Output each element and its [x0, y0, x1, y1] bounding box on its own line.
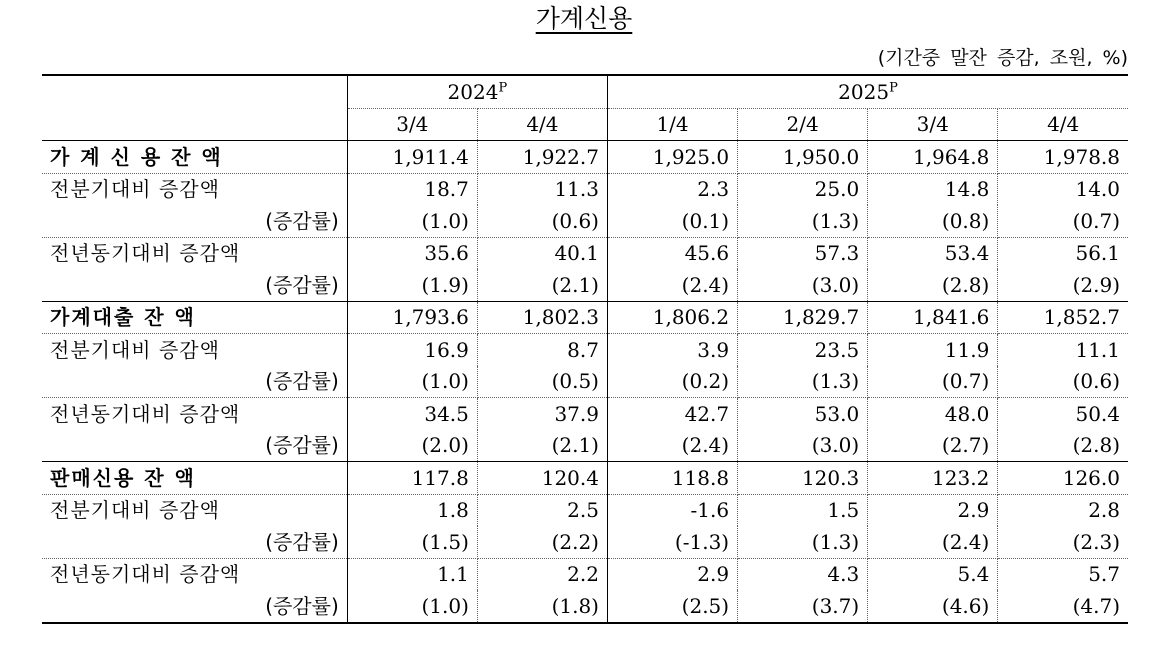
rate-row [42, 590, 1128, 623]
value-cell: -1.6 [607, 494, 737, 526]
value-cell: (1.3) [738, 366, 868, 398]
value-cell: 23.5 [738, 334, 868, 366]
value-cell: 11.1 [1075, 337, 1120, 362]
value-cell: 35.6 [347, 237, 477, 269]
value-cell: 5.7 [1088, 562, 1120, 587]
year-header-2025 [607, 75, 1128, 108]
value-cell: 56.1 [1075, 241, 1120, 266]
value-cell: 14.0 [1075, 177, 1120, 202]
rate-row [42, 269, 1128, 301]
value-cell: 11.9 [868, 334, 998, 366]
value-cell: (-1.3) [607, 526, 737, 558]
change-row [42, 334, 1128, 366]
value-cell: 1,978.8 [998, 141, 1128, 174]
title-text: 가계신용 [535, 4, 633, 33]
rate-row [42, 366, 1128, 398]
value-cell: 1,841.6 [868, 301, 998, 334]
table-body [42, 75, 1128, 623]
value-cell: (1.0) [347, 590, 477, 623]
value-cell: 18.7 [347, 173, 477, 205]
value-cell: 42.7 [607, 398, 737, 430]
value-cell: (0.7) [868, 366, 998, 398]
value-cell: 57.3 [738, 237, 868, 269]
rate-label: (증감률) [42, 526, 347, 558]
value-cell: (2.2) [477, 526, 607, 558]
change-label: 전분기대비 증감액 [42, 334, 347, 366]
value-cell: (2.4) [868, 526, 998, 558]
value-cell: (2.7) [868, 430, 998, 462]
value-cell: 1,964.8 [868, 141, 998, 174]
value-cell: (2.1) [477, 430, 607, 462]
year-header-2024 [347, 75, 607, 108]
value-cell: (0.6) [477, 205, 607, 237]
change-row [42, 173, 1128, 205]
preliminary-mark: P [889, 80, 898, 96]
value-cell: 1,802.3 [477, 301, 607, 334]
value-cell: 1.8 [347, 494, 477, 526]
value-cell: (1.3) [738, 205, 868, 237]
value-cell: 1,829.7 [738, 301, 868, 334]
year-label: 2024 [447, 79, 499, 104]
value-cell: 1,911.4 [347, 141, 477, 174]
year-label: 2025 [838, 79, 890, 104]
value-cell: (2.4) [607, 430, 737, 462]
change-label: 전분기대비 증감액 [42, 173, 347, 205]
value-cell: 48.0 [868, 398, 998, 430]
section-label: 판매신용 잔 액 [42, 462, 347, 495]
preliminary-mark: P [498, 80, 508, 96]
year-header-row [42, 75, 1128, 108]
value-cell: 1.5 [738, 494, 868, 526]
unit-note: (기간중 말잔 증감, 조원, %) [877, 47, 1128, 69]
value-cell: (2.0) [347, 430, 477, 462]
value-cell: 120.4 [477, 462, 607, 495]
value-cell: 50.4 [1075, 401, 1120, 426]
value-cell: 126.0 [998, 462, 1128, 495]
value-cell: 2.8 [1088, 498, 1120, 523]
value-cell: 5.4 [868, 558, 998, 590]
value-cell: (1.5) [347, 526, 477, 558]
value-cell: 1,793.6 [347, 301, 477, 334]
rate-label: (증감률) [42, 205, 347, 237]
value-cell: (0.1) [607, 205, 737, 237]
value-cell: (2.8) [1072, 433, 1120, 458]
value-cell: 16.9 [347, 334, 477, 366]
value-cell: 1,922.7 [477, 141, 607, 174]
value-cell: 2.5 [477, 494, 607, 526]
corner-cell [42, 75, 347, 141]
value-cell: (2.1) [477, 269, 607, 301]
value-cell: 45.6 [607, 237, 737, 269]
value-cell: 1.1 [347, 558, 477, 590]
rate-label: (증감률) [42, 590, 347, 623]
change-label: 전년동기대비 증감액 [42, 558, 347, 590]
page-title [0, 0, 1168, 38]
value-cell: 2.9 [868, 494, 998, 526]
value-cell: 2.9 [607, 558, 737, 590]
section-total-row [42, 462, 1128, 495]
value-cell: 2.3 [607, 173, 737, 205]
rate-row [42, 205, 1128, 237]
value-cell: 14.8 [868, 173, 998, 205]
value-cell: (1.9) [347, 269, 477, 301]
value-cell: 123.2 [868, 462, 998, 495]
value-cell: 4.3 [738, 558, 868, 590]
value-cell: (0.8) [868, 205, 998, 237]
quarter-header: 3/4 [347, 108, 477, 141]
rate-label: (증감률) [42, 430, 347, 462]
value-cell: (1.3) [738, 526, 868, 558]
rate-label: (증감률) [42, 366, 347, 398]
value-cell: (2.8) [868, 269, 998, 301]
change-row [42, 494, 1128, 526]
change-row [42, 237, 1128, 269]
value-cell: 120.3 [738, 462, 868, 495]
rate-row [42, 430, 1128, 462]
value-cell: (4.7) [998, 590, 1128, 623]
change-label: 전분기대비 증감액 [42, 494, 347, 526]
value-cell: 53.0 [738, 398, 868, 430]
value-cell: (1.0) [347, 366, 477, 398]
section-label: 가계대출 잔 액 [42, 301, 347, 334]
value-cell: (0.7) [998, 205, 1128, 237]
section-total-row [42, 301, 1128, 334]
value-cell: (1.0) [347, 205, 477, 237]
value-cell: (2.4) [607, 269, 737, 301]
section-label: 가 계 신 용 잔 액 [42, 141, 347, 174]
value-cell: 40.1 [477, 237, 607, 269]
quarter-header: 2/4 [738, 108, 868, 141]
value-cell: 11.3 [477, 173, 607, 205]
value-cell: 1,852.7 [998, 301, 1128, 334]
value-cell: (2.9) [1072, 272, 1120, 297]
value-cell: (2.5) [607, 590, 737, 623]
value-cell: (2.3) [998, 526, 1128, 558]
value-cell: 2.2 [477, 558, 607, 590]
value-cell: (1.8) [477, 590, 607, 623]
change-row [42, 398, 1128, 430]
rate-label: (증감률) [42, 269, 347, 301]
value-cell: 25.0 [738, 173, 868, 205]
quarter-header: 4/4 [1047, 112, 1080, 137]
value-cell: 1,925.0 [607, 141, 737, 174]
household-credit-table [42, 74, 1128, 624]
value-cell: (3.0) [738, 430, 868, 462]
value-cell: 1,806.2 [607, 301, 737, 334]
value-cell: (4.6) [868, 590, 998, 623]
value-cell: 53.4 [868, 237, 998, 269]
value-cell: (0.6) [998, 366, 1128, 398]
rate-row [42, 526, 1128, 558]
value-cell: 8.7 [477, 334, 607, 366]
change-label: 전년동기대비 증감액 [42, 237, 347, 269]
value-cell: (0.2) [607, 366, 737, 398]
value-cell: (3.7) [738, 590, 868, 623]
value-cell: (0.5) [477, 366, 607, 398]
change-row [42, 558, 1128, 590]
value-cell: 118.8 [607, 462, 737, 495]
quarter-header: 4/4 [477, 108, 607, 141]
value-cell: 37.9 [477, 398, 607, 430]
quarter-header: 1/4 [607, 108, 737, 141]
quarter-header: 3/4 [868, 108, 998, 141]
value-cell: 1,950.0 [738, 141, 868, 174]
value-cell: 3.9 [607, 334, 737, 366]
value-cell: (3.0) [738, 269, 868, 301]
value-cell: 34.5 [347, 398, 477, 430]
change-label: 전년동기대비 증감액 [42, 398, 347, 430]
value-cell: 117.8 [347, 462, 477, 495]
section-total-row [42, 141, 1128, 174]
